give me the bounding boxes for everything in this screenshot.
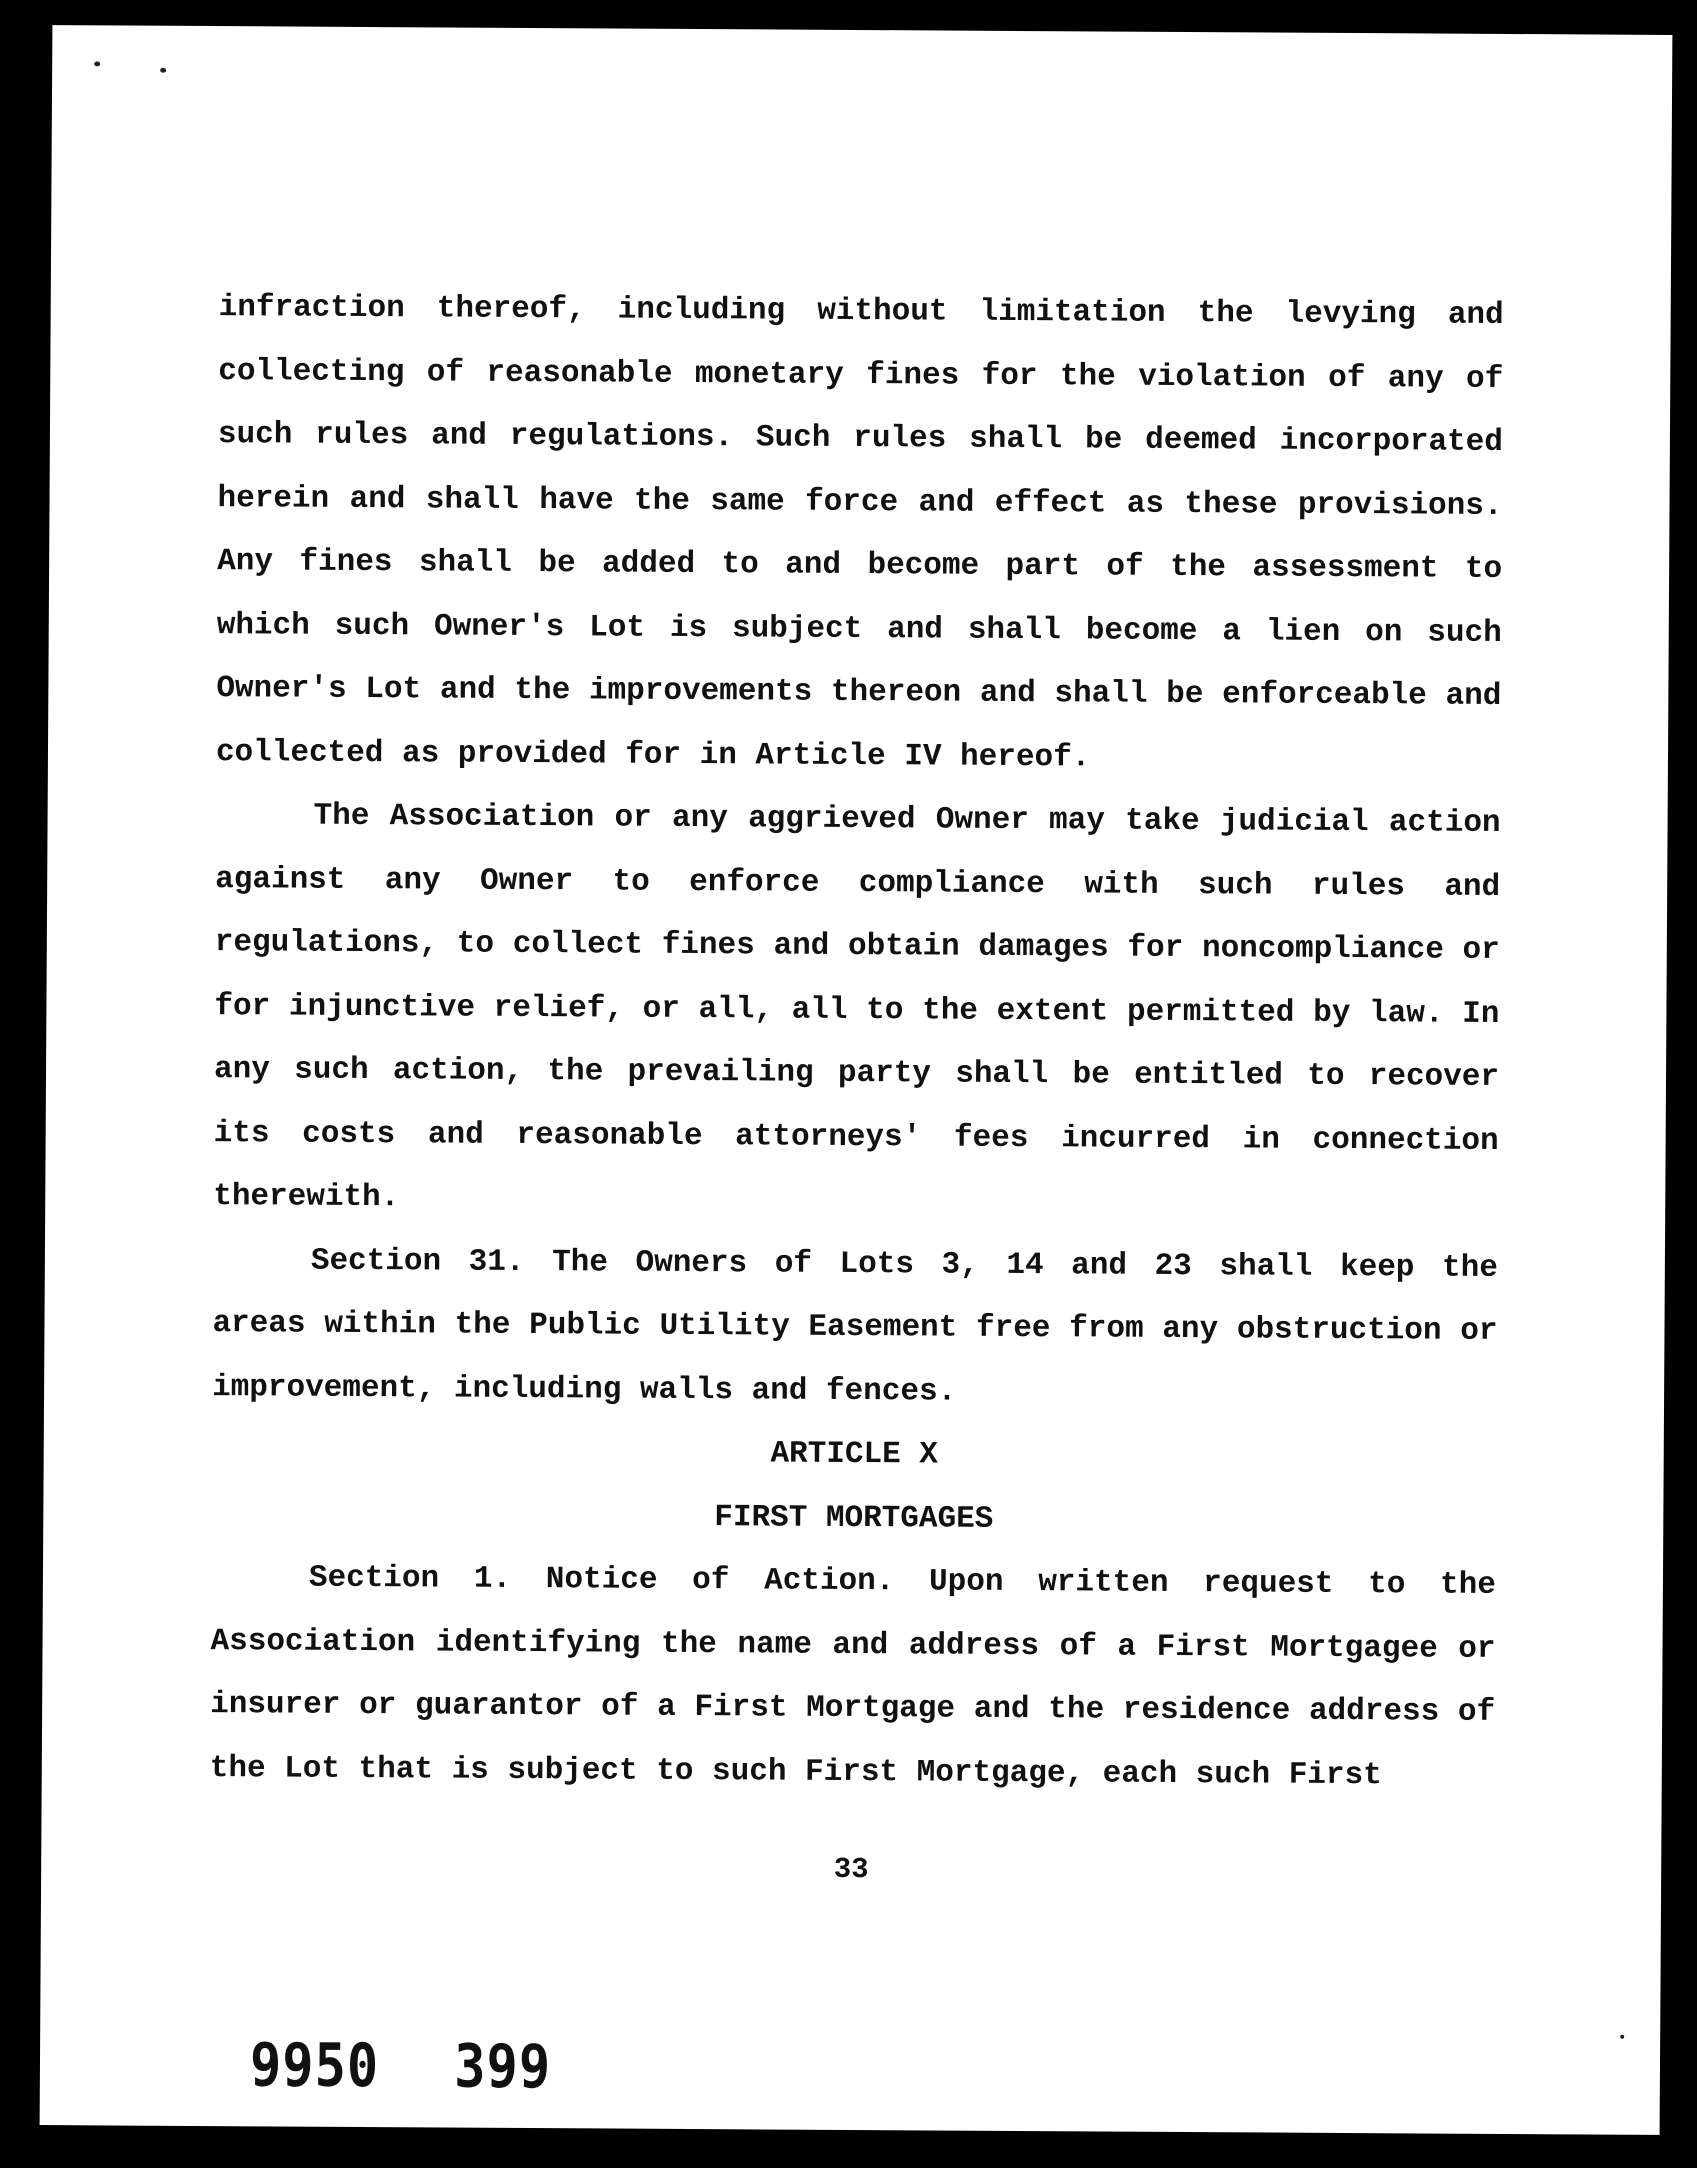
document-code	[250, 2031, 552, 2102]
scan-speck	[1620, 2035, 1624, 2039]
document-body	[210, 276, 1504, 1808]
document-code-right: 399	[453, 2032, 552, 2103]
paragraph-section-31: Section 31. The Owners of Lots 3, 14 and 23 shall keep the areas within the Public Utility Easement free from any obstruction or improvement, including walls and fences.	[212, 1243, 1498, 1410]
paragraph-judicial-action: The Association or any aggrieved Owner may take judicial action against any Owner to enforce compliance with such rules and regulations, to collect fines and obtain damages for noncompliance or for injunctive relief, or all, all to the extent permitted by law. In any such action, the prevailing party shall be entitled to recover its costs and reasonable attorneys' fees incurred in connection therewith.	[213, 798, 1501, 1216]
document-code-left: 9950	[249, 2031, 380, 2102]
document-page	[40, 25, 1673, 2135]
scan-speck	[160, 68, 166, 73]
article-heading: ARTICLE X	[770, 1436, 939, 1473]
article-title: FIRST MORTGAGES	[714, 1499, 994, 1537]
page-number: 33	[833, 1852, 869, 1887]
paragraph-section-1: Section 1. Notice of Action. Upon written request to the Association identifying the name and address of a First Mortgagee or insurer or guarantor of a First Mortgage and the residence address of the Lot that is subject to such First Mortgage, each such First	[209, 1560, 1497, 1793]
paragraph-fines: infraction thereof, including without limitation the levying and collecting of reasonable monetary fines for the violation of any of such rules and regulations. Such rules shall be deemed incorporated herein and shall have the same force and effect as these provisions. Any fines shall be added to and become part of the assessment to which such Owner's Lot is subject and shall become a lien on such Owner's Lot and the improvements thereon and shall be enforceable and collected as provided for in Article IV hereof.	[215, 290, 1504, 775]
scan-speck	[94, 61, 100, 66]
